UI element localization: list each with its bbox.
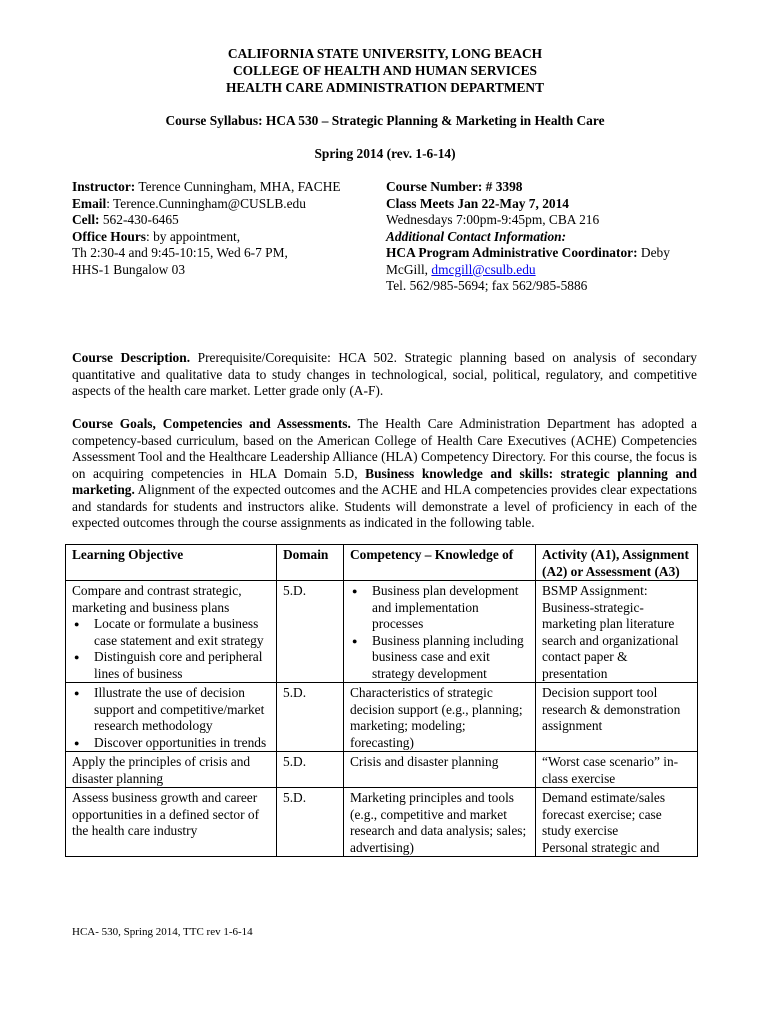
coordinator-name: Deby <box>637 245 670 260</box>
instructor-name: Terence Cunningham, MHA, FACHE <box>135 179 341 194</box>
domain-cell: 5.D. <box>277 581 344 683</box>
course-number-label: Course Number: <box>386 179 483 194</box>
course-goals <box>72 416 697 532</box>
objective-cell <box>66 581 277 683</box>
objective-cell: Apply the principles of crisis and disaster planning <box>66 752 277 788</box>
course-title: Course Syllabus: HCA 530 – Strategic Planning & Marketing in Health Care <box>165 113 605 128</box>
instructor-email: : Terence.Cunningham@CUSLB.edu <box>106 195 306 211</box>
list-item: ● Distinguish core and peripheral lines of business <box>72 649 270 682</box>
course-number: # 3398 <box>482 179 523 194</box>
activity-cell: “Worst case scenario” in-class exercise <box>536 752 698 788</box>
objective-text: Compare and contrast strategic, marketing and business plans <box>72 583 242 615</box>
department-name: HEALTH CARE ADMINISTRATION DEPARTMENT <box>225 80 545 95</box>
activity-text-cont: Personal strategic and <box>542 839 660 855</box>
class-time: Wednesdays 7:00pm-9:45pm, CBA 216 <box>386 212 600 227</box>
description-label: Course Description. <box>72 350 191 365</box>
activity-text: Demand estimate/sales forecast exercise; case study exercise <box>542 790 666 838</box>
table-header: Activity (A1), Assignment (A2) or Assessment (A3) <box>536 545 698 581</box>
table-row <box>66 581 698 683</box>
competency-cell <box>344 581 536 683</box>
instructor-label: Instructor: <box>72 179 136 194</box>
domain-cell: 5.D. <box>277 752 344 788</box>
coordinator-label: HCA Program Administrative Coordinator: <box>386 245 638 260</box>
office-hours-times: Th 2:30-4 and 9:45-10:15, Wed 6-7 PM, <box>72 245 288 260</box>
instructor-cell: 562-430-6465 <box>99 212 179 227</box>
goals-domain-bold: Business knowledge and skills: strategic planning and marketing. <box>72 465 697 497</box>
domain-cell: 5.D. <box>277 683 344 752</box>
instructor-info <box>72 179 372 278</box>
coordinator-name-cont: McGill, <box>386 261 432 277</box>
term: Spring 2014 (rev. 1-6-14) <box>314 146 456 161</box>
description-text: Prerequisite/Corequisite: HCA 502. Strategic planning based on analysis of secondary quantitative and qualitative data to study changes in technological, social, political, regulatory, and competitive aspects of the health care market. Letter grade only (A-F). <box>72 350 697 398</box>
additional-contact-label: Additional Contact Information: <box>386 228 567 244</box>
competency-cell: Characteristics of strategic decision support (e.g., planning; marketing; modeling; forecasting) <box>344 683 536 752</box>
office-location: HHS-1 Bungalow 03 <box>72 261 186 277</box>
list-item: ● Locate or formulate a business case statement and exit strategy <box>72 616 270 649</box>
course-info <box>386 179 716 295</box>
activity-cell: Decision support tool research & demonstration assignment <box>536 683 698 752</box>
table-row <box>66 788 698 857</box>
objectives-table <box>65 544 698 857</box>
objective-cell <box>66 683 277 752</box>
list-item: ● Discover opportunities in trends <box>72 735 270 752</box>
page-footer: HCA- 530, Spring 2014, TTC rev 1-6-14 <box>72 926 253 938</box>
table-row <box>66 683 698 752</box>
goals-label: Course Goals, Competencies and Assessments. <box>72 416 351 431</box>
list-item: ● Business plan development and implementation processes <box>350 583 529 633</box>
activity-cell: BSMP Assignment: Business-strategic-marketing plan literature search and organizational contact paper & presentation <box>536 581 698 683</box>
domain-cell: 5.D. <box>277 788 344 857</box>
objective-cell: Assess business growth and career opportunities in a defined sector of the health care industry <box>66 788 277 857</box>
goals-text-1: The Health Care Administration Department has adopted a competency-based curriculum, based on the American College of Health Care Executives (ACHE) Competencies Assessment Tool and the Healthcare Leadership Alliance (HLA) Competency Directory. For this course, the focus is on acquiring competencies in HLA Domain 5.D, <box>72 416 697 481</box>
table-header: Domain <box>277 545 344 581</box>
goals-text-2: Alignment of the expected outcomes and the ACHE and HLA competencies provides clear expectations and standards for students and instructors alike. Students will demonstrate a level of proficiency in each of the expected outcomes through the course assignments as indicated in the following table. <box>72 482 697 530</box>
university-name: CALIFORNIA STATE UNIVERSITY, LONG BEACH <box>227 46 543 61</box>
table-header: Learning Objective <box>66 545 277 581</box>
activity-cell <box>536 788 698 857</box>
coordinator-phone: Tel. 562/985-5694; fax 562/985-5886 <box>386 278 588 293</box>
college-name: COLLEGE OF HEALTH AND HUMAN SERVICES <box>233 63 537 78</box>
email-label: Email <box>72 195 107 211</box>
competency-cell: Marketing principles and tools (e.g., competitive and market research and data analysis; sales; advertising) <box>344 788 536 857</box>
competency-cell: Crisis and disaster planning <box>344 752 536 788</box>
list-item: ● Illustrate the use of decision support and competitive/market research methodology <box>72 685 270 735</box>
office-hours: : by appointment, <box>146 228 241 244</box>
class-meets: Class Meets Jan 22-May 7, 2014 <box>386 195 569 211</box>
coordinator-email-link[interactable]: dmcgill@csulb.edu <box>431 261 536 277</box>
table-header-row <box>66 545 698 581</box>
table-row <box>66 752 698 788</box>
office-hours-label: Office Hours <box>72 228 147 244</box>
course-description <box>72 350 697 400</box>
cell-label: Cell: <box>72 212 100 227</box>
table-header: Competency – Knowledge of <box>344 545 536 581</box>
list-item: ● Business planning including business case and exit strategy development <box>350 633 529 683</box>
